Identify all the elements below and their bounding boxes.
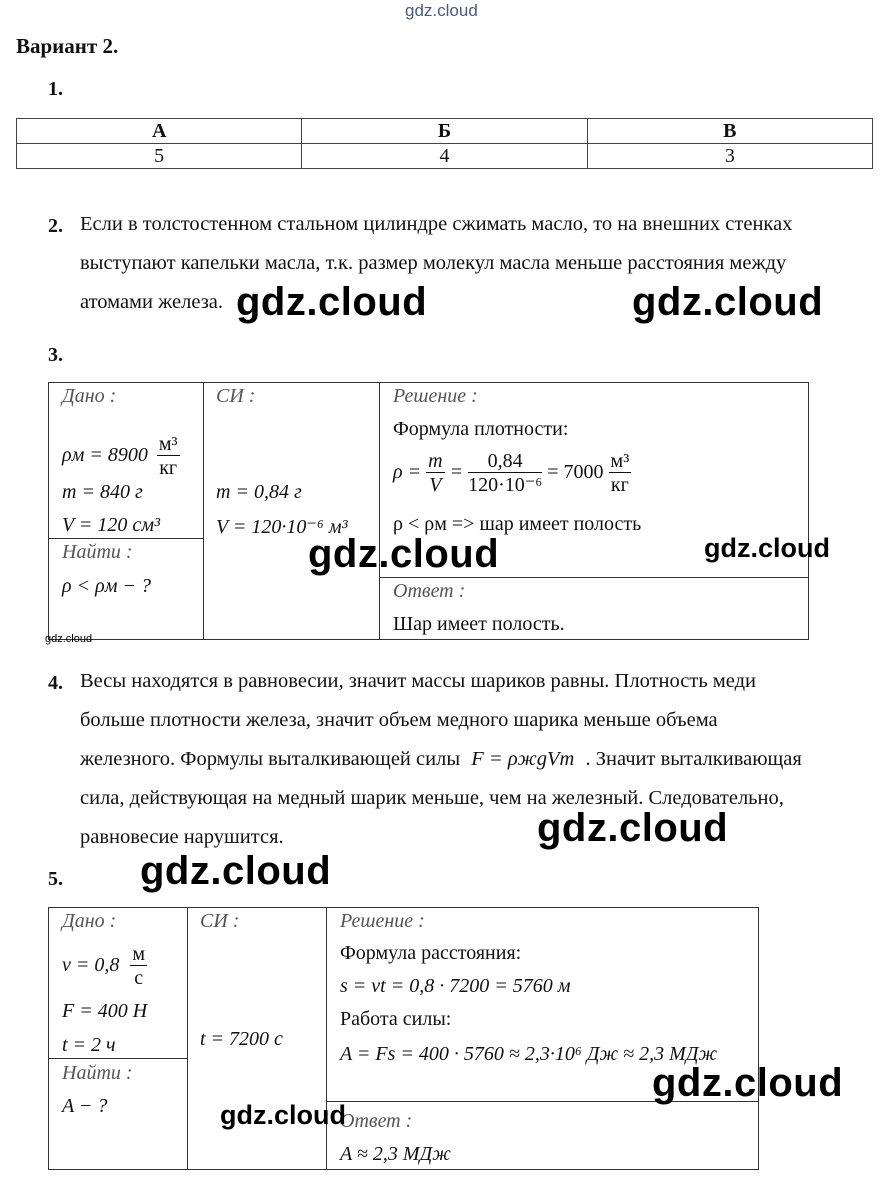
text-line: сила, действующая на медный шарик меньше, чем на железный. Следовательно, bbox=[80, 787, 784, 809]
unit-fraction bbox=[609, 450, 632, 497]
text-line: выступают капельки масла, т.к. размер молекул масла меньше расстояния между bbox=[80, 252, 787, 274]
unit-num: м bbox=[132, 943, 146, 965]
unit-fraction bbox=[157, 433, 180, 480]
task2-number: 2. bbox=[48, 215, 63, 237]
watermark-top: gdz.cloud bbox=[405, 1, 478, 20]
si-label: СИ : bbox=[200, 910, 240, 932]
answer-value: Шар имеет полость. bbox=[393, 613, 565, 635]
find-value: A − ? bbox=[62, 1095, 108, 1117]
text-line: Если в толстостенном стальном цилиндре сжимать масло, то на внешних стенках bbox=[80, 213, 793, 235]
given-rho bbox=[62, 433, 180, 480]
si-label: СИ : bbox=[216, 385, 256, 407]
unit-den: кг bbox=[159, 457, 178, 479]
task1-table bbox=[16, 118, 873, 169]
watermark: gdz.cloud bbox=[308, 532, 500, 576]
given-label: Дано : bbox=[62, 910, 117, 932]
archimedes-formula: F = ρжgVт bbox=[471, 748, 575, 770]
table-cell: 3 bbox=[587, 144, 872, 169]
given-label: Дано : bbox=[62, 385, 117, 407]
watermark: gdz.cloud bbox=[704, 533, 830, 563]
distance-formula: s = vt = 0,8 · 7200 = 5760 м bbox=[340, 975, 571, 997]
text-line: атомами железа. bbox=[80, 291, 224, 313]
unit-den: кг bbox=[610, 474, 629, 496]
task4-text bbox=[80, 662, 880, 857]
watermark: gdz.cloud bbox=[632, 280, 824, 324]
density-formula bbox=[393, 450, 631, 497]
given-speed-value: v = 0,8 bbox=[62, 954, 120, 977]
work-formula: A = Fs = 400 · 5760 ≈ 2,3·10⁶ Дж ≈ 2,3 МДж bbox=[340, 1043, 718, 1065]
given-mass: m = 840 г bbox=[62, 481, 143, 503]
page-title: Вариант 2. bbox=[16, 34, 119, 58]
text-line bbox=[80, 740, 880, 779]
given-speed bbox=[62, 943, 147, 990]
watermark: gdz.cloud bbox=[537, 806, 729, 850]
text-segment: железного. Формулы выталкивающей силы bbox=[80, 748, 461, 770]
watermark-small: gdz.cloud bbox=[45, 633, 93, 645]
watermark: gdz.cloud bbox=[652, 1061, 844, 1105]
table-cell: 5 bbox=[17, 144, 302, 169]
work-title: Работа силы: bbox=[340, 1008, 452, 1030]
text-segment: . Значит выталкивающая bbox=[585, 748, 802, 770]
frac-den: 120·10⁻⁶ bbox=[468, 474, 543, 496]
unit-fraction bbox=[130, 943, 147, 990]
solution-label: Решение : bbox=[393, 385, 478, 407]
given-time: t = 2 ч bbox=[62, 1034, 116, 1056]
task4-number: 4. bbox=[48, 672, 63, 694]
text-line: равновесие нарушится. bbox=[80, 826, 284, 848]
find-label: Найти : bbox=[62, 1062, 133, 1084]
formula-title: Формула плотности: bbox=[393, 418, 569, 440]
watermark: gdz.cloud bbox=[220, 1100, 346, 1130]
find-value: ρ < ρм − ? bbox=[62, 575, 151, 597]
task1-number: 1. bbox=[48, 78, 63, 100]
distance-title: Формула расстояния: bbox=[340, 942, 522, 964]
value-fraction bbox=[468, 450, 542, 497]
frac-num: m bbox=[428, 450, 443, 472]
given-volume: V = 120 см³ bbox=[62, 514, 160, 536]
task3-number: 3. bbox=[48, 344, 63, 366]
formula-eq: = bbox=[449, 461, 464, 484]
m-over-v bbox=[426, 450, 444, 497]
watermark: gdz.cloud bbox=[140, 849, 332, 893]
find-label: Найти : bbox=[62, 541, 133, 563]
si-time: t = 7200 с bbox=[200, 1028, 283, 1050]
given-rho-value: ρм = 8900 bbox=[62, 444, 148, 467]
task5-number: 5. bbox=[48, 868, 63, 890]
watermark: gdz.cloud bbox=[236, 280, 428, 324]
unit-num: м³ bbox=[610, 450, 630, 472]
answer-value: A ≈ 2,3 МДж bbox=[340, 1143, 451, 1165]
text-line: больше плотности железа, значит объем медного шарика меньше объема bbox=[80, 709, 718, 731]
table-header: В bbox=[587, 119, 872, 144]
conclusion: ρ < ρм => шар имеет полость bbox=[393, 513, 642, 535]
given-force: F = 400 Н bbox=[62, 1000, 148, 1022]
frac-den: V bbox=[429, 474, 442, 496]
answer-label: Ответ : bbox=[340, 1110, 413, 1132]
table-header: Б bbox=[302, 119, 587, 144]
unit-num: м³ bbox=[158, 433, 178, 455]
answer-label: Ответ : bbox=[393, 580, 466, 602]
unit-den: с bbox=[134, 967, 144, 989]
frac-num: 0,84 bbox=[468, 450, 542, 473]
table-cell: 4 bbox=[302, 144, 587, 169]
formula-rho: ρ = bbox=[393, 461, 422, 484]
si-mass: m = 0,84 г bbox=[216, 481, 302, 503]
text-line: Весы находятся в равновесии, значит массы шариков равны. Плотность меди bbox=[80, 670, 756, 692]
si-volume: V = 120·10⁻⁶ м³ bbox=[216, 516, 348, 538]
solution-label: Решение : bbox=[340, 910, 425, 932]
table-header: А bbox=[17, 119, 302, 144]
formula-result: = 7000 bbox=[547, 461, 604, 484]
